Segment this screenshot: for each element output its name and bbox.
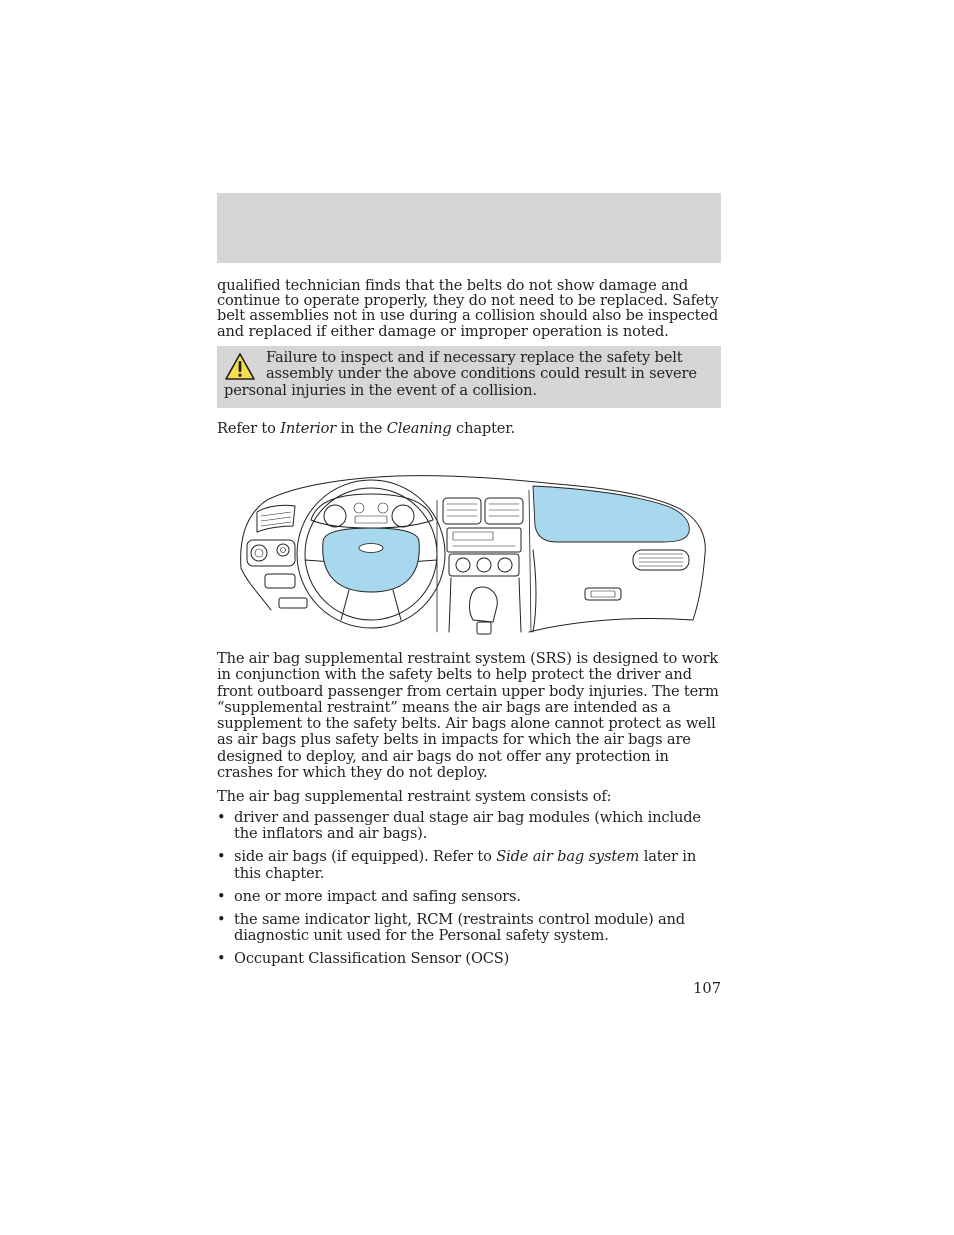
center-vent-left — [443, 498, 481, 524]
list-item-text: the same indicator light, RCM (restraints control module) and diagnostic unit used for the Personal safety system. — [234, 910, 685, 945]
climate-controls — [449, 554, 519, 576]
refer-cleaning-link-text: Cleaning — [386, 420, 452, 437]
bullet-marker: • — [217, 848, 226, 866]
list-item — [217, 889, 721, 905]
warning-text — [224, 350, 704, 399]
section-header-band — [217, 193, 721, 263]
srs-components-list — [217, 810, 721, 968]
page-number: 107 — [693, 980, 721, 997]
driver-side-vent — [257, 505, 295, 532]
refer-suffix: chapter. — [451, 420, 515, 437]
glovebox-latch — [585, 588, 621, 600]
passenger-airbag-highlight — [533, 486, 689, 542]
gear-shifter — [470, 587, 498, 622]
list-item-text-suffix: later in this chapter. — [234, 848, 697, 882]
consists-of-paragraph: The air bag supplemental restraint system consists of: — [217, 788, 612, 805]
steering-wheel-logo — [359, 544, 383, 553]
passenger-vent — [633, 550, 689, 570]
refer-prefix: Refer to — [217, 420, 281, 437]
bullet-marker: • — [217, 950, 226, 968]
list-item — [217, 849, 721, 882]
dashboard-airbag-illustration — [237, 470, 711, 636]
warning-line-2: assembly under the above conditions could result in severe — [266, 365, 697, 383]
list-item-text: driver and passenger dual stage air bag modules (which include the inflators and air bags). — [234, 809, 701, 843]
list-item — [217, 951, 721, 967]
warning-line-1: Failure to inspect and if necessary replace the safety belt — [266, 349, 683, 366]
refer-middle: in the — [336, 420, 387, 437]
list-item-text: Occupant Classification Sensor (OCS) — [234, 950, 510, 968]
list-item — [217, 810, 721, 843]
side-air-bag-link-text: Side air bag system — [496, 848, 640, 866]
list-item — [217, 912, 721, 945]
center-vent-right — [485, 498, 523, 524]
intro-paragraph: qualified technician finds that the belts do not show damage and continue to operate properly, they do not need to be replaced. Safety belt assemblies not in use during a collision should also be inspected and replaced if either damage or improper operation is noted. — [217, 277, 719, 340]
srs-paragraph: The air bag supplemental restraint system (SRS) is designed to work in conjunction with the safety belts to help protect the driver and front outboard passenger from certain upper body injuries. The term “supplemental restraint” means the air bags are intended as a supplement to the safety belts. Air bags alone cannot protect as well as air bags plus safety belts in impacts for which the air bags are designed to deploy, and air bags do not offer any protection in crashes for which they do not deploy. — [217, 650, 719, 782]
bullet-marker: • — [217, 910, 226, 928]
list-item-text: one or more impact and safing sensors. — [234, 887, 521, 905]
bullet-marker: • — [217, 887, 226, 905]
warning-line-3: personal injuries in the event of a collision. — [224, 381, 537, 399]
bullet-marker: • — [217, 809, 226, 826]
warning-box — [217, 346, 721, 408]
driver-airbag-highlight — [323, 528, 420, 592]
refer-paragraph — [217, 421, 721, 437]
list-item-text: side air bags (if equipped). Refer to — [234, 848, 497, 866]
refer-interior-link-text: Interior — [280, 420, 337, 437]
